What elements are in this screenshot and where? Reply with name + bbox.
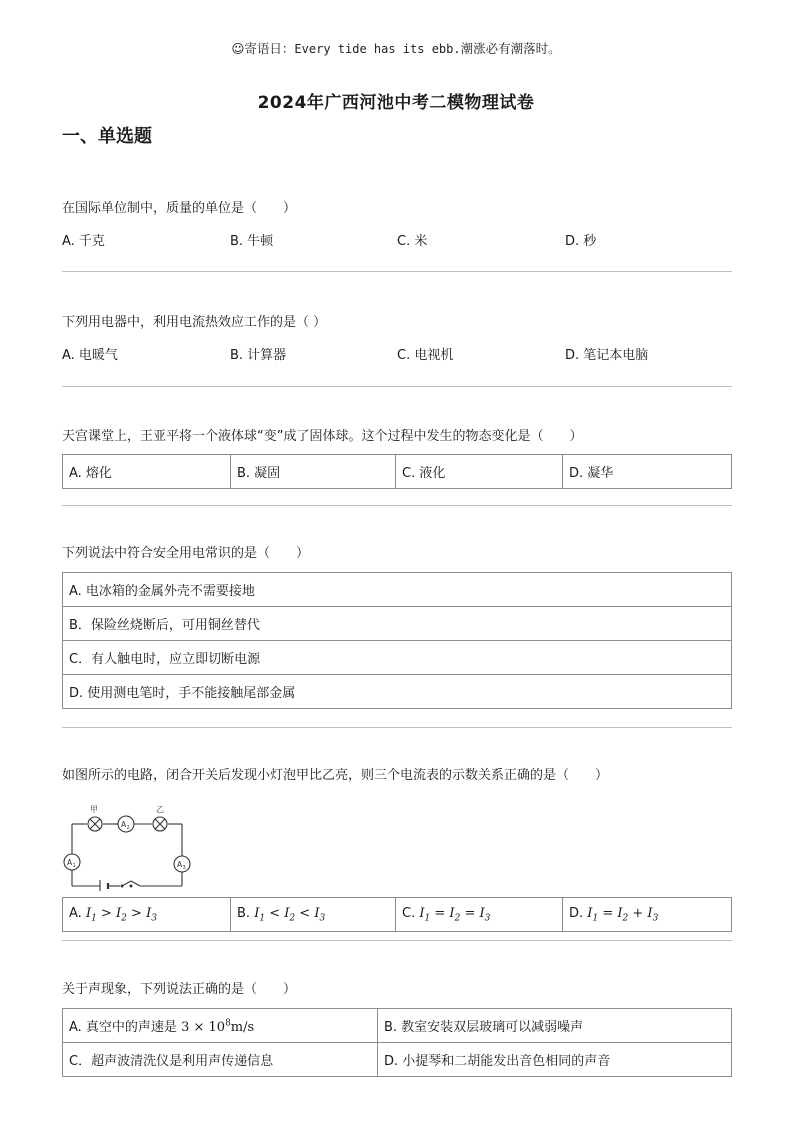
option-b[interactable]: B. 凝固 — [231, 455, 396, 489]
options-table — [62, 897, 732, 932]
option-d[interactable]: D. 笔记本电脑 — [565, 348, 649, 363]
question-5 — [62, 766, 732, 932]
motto-english: Every tide has its ebb. — [294, 42, 461, 56]
option-d[interactable]: D. 小提琴和二胡能发出音色相同的声音 — [378, 1043, 732, 1077]
motto-chinese: 潮涨必有潮落时。 — [460, 41, 561, 56]
option-c[interactable]: C. 液化 — [396, 455, 563, 489]
question-stem: 下列说法中符合安全用电常识的是（ ） — [62, 546, 310, 561]
formula: $3 \times 10^8m/s$ — [181, 1018, 255, 1035]
option-a[interactable]: A. 真空中的声速是 $3 \times 10^8m/s$ — [63, 1009, 378, 1043]
option-a[interactable]: A. 千克 — [62, 234, 105, 249]
options-table — [62, 454, 732, 489]
option-d[interactable]: D. 凝华 — [563, 455, 732, 489]
option-a[interactable]: A. 电冰箱的金属外壳不需要接地 — [63, 573, 732, 607]
section-heading: 一、单选题 — [62, 126, 152, 147]
question-stem: 下列用电器中，利用电流热效应工作的是（ ） — [62, 315, 327, 330]
meter-a3-sub: 3 — [182, 865, 186, 871]
option-row — [62, 230, 732, 252]
option-c[interactable]: C．有人触电时，应立即切断电源 — [63, 641, 732, 675]
meter-a1-sub: 1 — [72, 863, 76, 869]
divider — [62, 271, 732, 272]
option-d[interactable]: D. 使用测电笔时，手不能接触尾部金属 — [63, 675, 732, 709]
option-a[interactable]: A. 电暖气 — [62, 348, 118, 363]
meter-a1-letter: A — [67, 858, 73, 867]
option-b[interactable]: B. 计算器 — [230, 348, 287, 363]
option-a[interactable]: A. 熔化 — [63, 455, 231, 489]
divider — [62, 727, 732, 728]
formula: $I_1 > I_2 > I_3$ — [85, 905, 157, 924]
option-a[interactable]: A. $I_1 > I_2 > I_3$ — [63, 898, 231, 932]
option-c[interactable]: C. 电视机 — [397, 348, 454, 363]
formula: $I_1 = I_2 = I_3$ — [419, 905, 491, 924]
option-b[interactable]: B. 牛顿 — [230, 234, 274, 249]
switch-lever — [122, 881, 131, 886]
option-d[interactable]: D. $I_1 = I_2 + I_3$ — [563, 898, 732, 932]
motto-line — [0, 39, 792, 57]
question-stem: 天宫课堂上，王亚平将一个液体球“变”成了固体球。这个过程中发生的物态变化是（ ） — [62, 429, 583, 444]
options-table — [62, 1008, 732, 1077]
circuit-diagram — [62, 796, 192, 891]
option-c[interactable]: C. 米 — [397, 234, 428, 249]
question-stem: 在国际单位制中，质量的单位是（ ） — [62, 201, 297, 216]
option-b[interactable]: B. $I_1 < I_2 < I_3$ — [231, 898, 396, 932]
question-stem: 关于声现象，下列说法正确的是（ ） — [62, 982, 297, 997]
question-3 — [62, 427, 732, 489]
meter-a2-letter: A — [121, 820, 127, 829]
meter-a2-sub: 2 — [126, 825, 130, 831]
question-2 — [62, 313, 732, 366]
option-b[interactable]: B．保险丝烧断后，可用铜丝替代 — [63, 607, 732, 641]
formula: $I_1 < I_2 < I_3$ — [254, 905, 326, 924]
question-4 — [62, 544, 732, 709]
meter-a3-letter: A — [177, 860, 183, 869]
option-b[interactable]: B. 教室安装双层玻璃可以减弱噪声 — [378, 1009, 732, 1043]
divider — [62, 386, 732, 387]
question-1 — [62, 199, 732, 252]
lamp-2-label: 乙 — [156, 805, 164, 814]
switch-contact — [130, 885, 133, 888]
formula: $I_1 = I_2 + I_3$ — [587, 905, 659, 924]
page-title: 2024年广西河池中考二模物理试卷 — [257, 93, 535, 113]
option-c[interactable]: C. $I_1 = I_2 = I_3$ — [396, 898, 563, 932]
option-row — [62, 344, 732, 366]
option-c[interactable]: C．超声波清洗仪是利用声传递信息 — [63, 1043, 378, 1077]
divider — [62, 940, 732, 941]
question-6 — [62, 980, 732, 1077]
option-d[interactable]: D. 秒 — [565, 234, 597, 249]
options-table — [62, 572, 732, 709]
divider — [62, 505, 732, 506]
lamp-1-label: 甲 — [90, 805, 98, 814]
motto-prefix: ☺寄语日： — [231, 41, 295, 56]
question-stem: 如图所示的电路，闭合开关后发现小灯泡甲比乙亮，则三个电流表的示数关系正确的是（ ） — [62, 768, 609, 783]
